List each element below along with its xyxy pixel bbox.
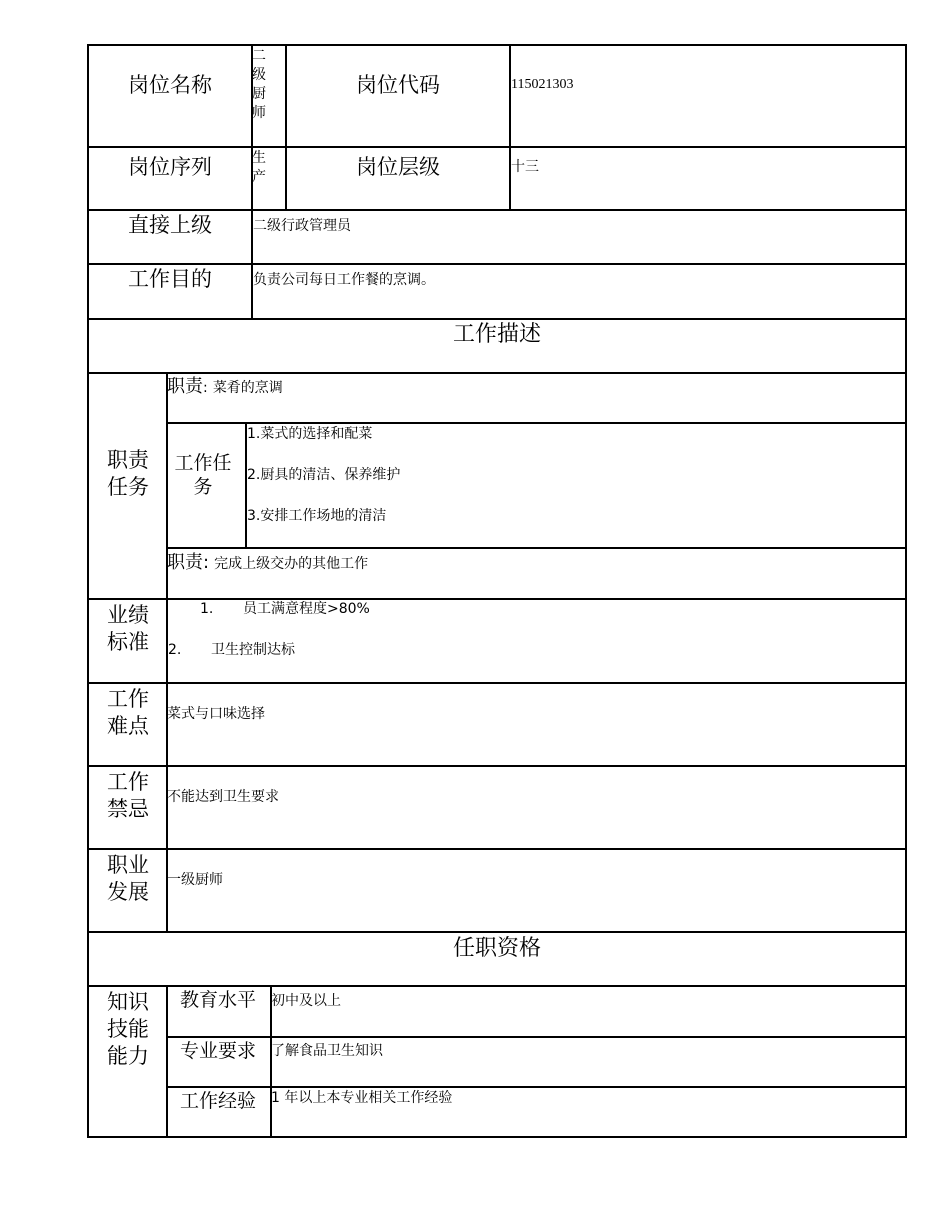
performance-item-text: 员工满意程度>80% (243, 601, 370, 617)
level-value: 十三 (511, 159, 539, 175)
career-label: 职业发展 (107, 853, 149, 904)
performance-item-num: 2. (168, 642, 182, 658)
ksa-label: 知识技能能力 (107, 990, 149, 1068)
specialty-value: 了解食品卫生知识 (271, 1043, 383, 1059)
superior-value: 二级行政管理员 (253, 218, 351, 234)
performance-label: 业绩标准 (107, 603, 149, 654)
sequence-value: 生产 (252, 150, 266, 185)
duty-2-value: 完成上级交办的其他工作 (214, 556, 369, 572)
education-label: 教育水平 (179, 989, 256, 1011)
qualifications-title: 任职资格 (452, 936, 541, 961)
duty-1-value: 菜肴的烹调 (212, 380, 283, 396)
duty-1-key: 职责 (167, 376, 203, 397)
experience-label: 工作经验 (179, 1090, 256, 1112)
difficulty-value: 菜式与口味选择 (167, 706, 265, 722)
task-item: 2.厨具的清洁、保养维护 (247, 467, 401, 483)
duty-2-key: 职责: (167, 552, 210, 573)
duty-1 (167, 375, 283, 400)
task-item: 3.安排工作场地的清洁 (247, 508, 387, 524)
purpose-label: 工作目的 (128, 267, 212, 291)
position-code-label: 岗位代码 (356, 73, 440, 97)
task-item: 1.菜式的选择和配菜 (247, 426, 373, 442)
taboo-label: 工作禁忌 (107, 770, 149, 821)
education-value: 初中及以上 (271, 993, 341, 1009)
duty-2 (167, 551, 368, 576)
career-value: 一级厨师 (167, 872, 223, 888)
purpose-value: 负责公司每日工作餐的烹调。 (253, 272, 435, 288)
position-name-label: 岗位名称 (128, 73, 212, 97)
duties-label: 职责任务 (107, 448, 149, 499)
superior-label: 直接上级 (128, 213, 212, 237)
performance-item-text: 卫生控制达标 (211, 642, 295, 658)
performance-item-num: 1. (200, 601, 214, 617)
work-description-title: 工作描述 (452, 322, 541, 347)
position-name-value: 二级厨师 (252, 48, 266, 121)
difficulty-label: 工作难点 (107, 687, 149, 738)
sequence-label: 岗位序列 (128, 155, 212, 179)
position-code-value: 115021303 (511, 77, 574, 92)
specialty-label: 专业要求 (179, 1040, 256, 1062)
duty-1-sep: : (203, 380, 208, 396)
taboo-value: 不能达到卫生要求 (167, 789, 279, 805)
level-label: 岗位层级 (356, 155, 440, 179)
experience-value: 1 年以上本专业相关工作经验 (271, 1090, 453, 1106)
tasks-label: 工作任务 (174, 452, 232, 498)
